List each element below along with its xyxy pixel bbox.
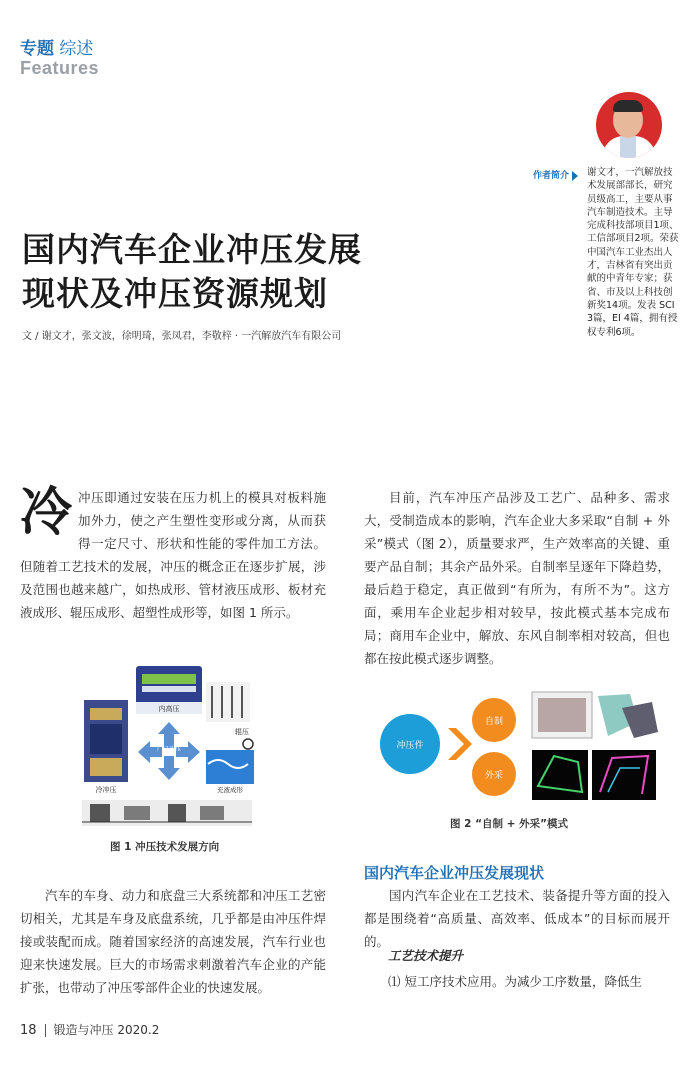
page-footer — [20, 1021, 159, 1038]
author-bio: 谢文才，一汽解放技术发展部部长，研究员级高工，主要从事汽车制造技术。主导完成科技部项目1项、工信部项目2项。荣获中国汽车工业杰出人才，吉林省有突出贡献的中青年专家；获省、市及以上科技创新奖14项。发表 SCI 3篇，EI 4篇，拥有授权专利6项。 — [587, 167, 679, 338]
paragraph-intro: 冲压即通过安装在压力机上的模具对板料施加外力，使之产生塑性变形或分离，从而获得一定尺寸、形状和性能的零件加工方法。但随着工艺技术的发展，冲压的概念正在逐步扩展，涉及范围也越来越广，如热成形、管材液压成形、板材充液成形、辊压成形、超塑性成形等，如图 1 所示。 — [20, 490, 326, 620]
press-line-strip — [82, 800, 252, 826]
title-line-2: 现状及冲压资源规划 — [22, 274, 328, 313]
subsection-heading: 工艺技术提升 — [388, 948, 464, 963]
issue-number: 2020.2 — [117, 1023, 160, 1037]
title-line-1: 国内汽车企业冲压发展 — [22, 230, 362, 269]
outsourced-parts — [532, 750, 656, 800]
drop-cap: 冷 — [20, 483, 73, 543]
arrow-right-icon — [572, 171, 578, 181]
source-label: 冲压件 — [396, 741, 424, 751]
hydroforming-die — [206, 750, 254, 784]
kicker-bold: 专题 — [20, 39, 54, 59]
in-house-label: 自制 — [484, 717, 504, 727]
label-right-bottom: 充液成形 — [217, 786, 243, 794]
section-heading: 国内汽车企业冲压发展现状 — [364, 864, 545, 882]
label-center: 广义冲压 — [156, 746, 182, 753]
author-tag-label: 作者简介 — [533, 171, 570, 181]
body-column-2: 目前，汽车冲压产品涉及工艺广、品种多、需求大，受制造成本的影响，汽车企业大多采取“自制 + 外采”模式（图 2），质量要求严，生产效率高的关键、重要产品自制；其余产品外采。自制率呈逐年下降趋势，最后趋于稳定，真正做到“有所为，有所不为”。这方面，乘用车企业起步相对较早，按此模式基本完成布局；商用车企业中，解放、东风自制率相对较高，但也都在按此模式逐步调整。 — [364, 490, 670, 666]
article-title — [22, 228, 362, 316]
footer-divider — [45, 1024, 46, 1037]
author-tag — [533, 168, 578, 181]
figure-2-caption: 图 2 “自制 + 外采”模式 — [450, 818, 569, 830]
body-column-1-lower: 汽车的车身、动力和底盘三大系统都和冲压工艺密切相关，尤其是车身及底盘系统，几乎都是由冲压件焊接或装配而成。随着国家经济的高速发展，汽车行业也迎来快速发展。巨大的市场需求刺激着汽车企业的产能扩张，也带动了冲压零部件企业的快速发展。 — [20, 888, 326, 995]
section-label-en: Features — [20, 58, 100, 78]
section-intro: 国内汽车企业在工艺技术、装备提升等方面的投入都是围绕着“高质量、高效率、低成本”的目标而展开的。 — [364, 888, 670, 949]
author-photo — [596, 92, 662, 158]
figure-2-diagram — [372, 688, 662, 806]
label-left: 冷冲压 — [95, 786, 117, 794]
figure-1-caption: 图 1 冲压技术发展方向 — [110, 841, 220, 853]
kicker-thin: 综述 — [59, 39, 94, 59]
figure-1-diagram — [76, 660, 256, 832]
label-top: 内高压 — [158, 705, 180, 713]
list-item-1: ⑴ 短工序技术应用。为减少工序数量，降低生 — [388, 974, 642, 989]
outsource-label: 外采 — [484, 771, 504, 781]
roll-forming-rolls — [206, 682, 250, 722]
byline: 文 / 谢文才，张文波，徐明琦，张凤君，李敬梓 · 一汽解放汽车有限公司 — [22, 331, 342, 342]
label-right-top: 辊压 — [235, 728, 249, 736]
body-column-1 — [20, 483, 326, 624]
section-kicker — [20, 34, 93, 59]
journal-name: 锻造与冲压 — [53, 1023, 114, 1037]
page-number: 18 — [20, 1023, 37, 1038]
